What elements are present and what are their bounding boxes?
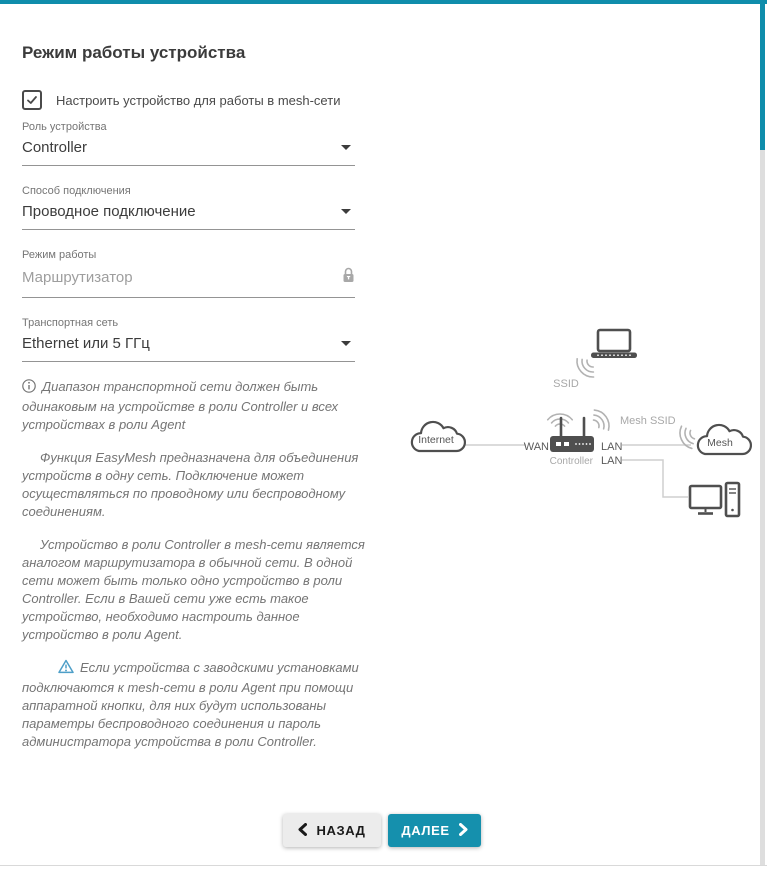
- network-diagram: [400, 314, 760, 544]
- chevron-down-icon: [341, 341, 351, 346]
- mesh-checkbox-label: Настроить устройство для работы в mesh-сети: [56, 92, 341, 108]
- warning-icon: [40, 659, 74, 679]
- work-mode-locked-input: [22, 267, 355, 298]
- lan1-label: LAN: [601, 441, 623, 453]
- device-role-value: Controller: [22, 139, 88, 156]
- field-transport-network: [22, 317, 355, 362]
- chevron-down-icon: [341, 145, 351, 150]
- chevron-left-icon: [298, 823, 307, 839]
- note-easymesh-text: Функция EasyMesh предназначена для объединения устройств в одну сеть. Подключение может осуществляться по проводному или беспроводному соединениям.: [22, 450, 359, 519]
- note-warning-text: Если устройства с заводскими установками подключаются к mesh-сети в роли Agent при помощи аппаратной кнопки, для них будут использованы параметры беспроводного соединения и пароль администратора устройства в роли Controller.: [22, 660, 359, 749]
- line-lan-computer: [622, 460, 688, 497]
- transport-network-select[interactable]: [22, 335, 355, 362]
- wifi-waves-router-right: [589, 407, 613, 434]
- checkbox-checked-icon[interactable]: [22, 90, 42, 110]
- note-warning: [22, 659, 365, 751]
- connection-method-value: Проводное подключение: [22, 203, 196, 220]
- mesh-checkbox-row[interactable]: [22, 90, 340, 110]
- chevron-down-icon: [341, 209, 351, 214]
- mesh-cloud-icon: [698, 425, 751, 454]
- device-role-select[interactable]: [22, 139, 355, 166]
- field-label: Режим работы: [22, 249, 97, 261]
- note-controller-role-text: Устройство в роли Controller в mesh-сети является аналогом маршрутизатора в обычной сети. В одной сети может быть только одно устройство в роли Controller. Если в Вашей сети уже есть такое устройство, необходимо настроить данное устройство в роли Agent.: [22, 537, 365, 642]
- chevron-right-icon: [459, 823, 468, 839]
- laptop-icon: [591, 330, 637, 358]
- mode-form: [22, 121, 355, 381]
- wan-label: WAN: [523, 441, 549, 453]
- back-button[interactable]: [283, 814, 381, 847]
- wifi-waves-laptop: [573, 354, 598, 380]
- field-device-role: [22, 121, 355, 166]
- field-label: Способ подключения: [22, 185, 131, 197]
- field-work-mode: [22, 249, 355, 298]
- next-button-label: ДАЛЕЕ: [401, 823, 450, 838]
- field-label: Роль устройства: [22, 121, 107, 133]
- internet-label: Internet: [418, 434, 454, 446]
- internet-cloud-icon: [412, 422, 465, 451]
- note-controller-role: [22, 536, 365, 644]
- info-icon: [22, 379, 36, 398]
- note-info: [22, 378, 365, 434]
- note-easymesh: [22, 449, 365, 521]
- field-connection-method: [22, 185, 355, 230]
- lock-icon: [342, 267, 355, 288]
- page-title: Режим работы устройства: [22, 43, 246, 63]
- next-button[interactable]: [388, 814, 481, 847]
- ssid-label: SSID: [553, 378, 579, 390]
- wifi-waves-mesh: [676, 424, 697, 451]
- work-mode-value: Маршрутизатор: [22, 269, 133, 286]
- scrollbar-thumb[interactable]: [760, 0, 765, 150]
- notes-block: [22, 378, 365, 766]
- back-button-label: НАЗАД: [316, 823, 366, 838]
- lan2-label: LAN: [601, 455, 623, 467]
- mesh-label: Mesh: [707, 437, 733, 449]
- note-info-text: Диапазон транспортной сети должен быть одинаковым на устройстве в роли Controller и всех устройствах в роли Agent: [22, 379, 339, 432]
- connection-method-select[interactable]: [22, 203, 355, 230]
- controller-label: Controller: [549, 456, 593, 467]
- mesh-ssid-label: Mesh SSID: [620, 415, 676, 427]
- router-icon: [550, 418, 594, 452]
- field-label: Транспортная сеть: [22, 317, 119, 329]
- desktop-computer-icon: [690, 483, 739, 516]
- transport-network-value: Ethernet или 5 ГГц: [22, 335, 150, 352]
